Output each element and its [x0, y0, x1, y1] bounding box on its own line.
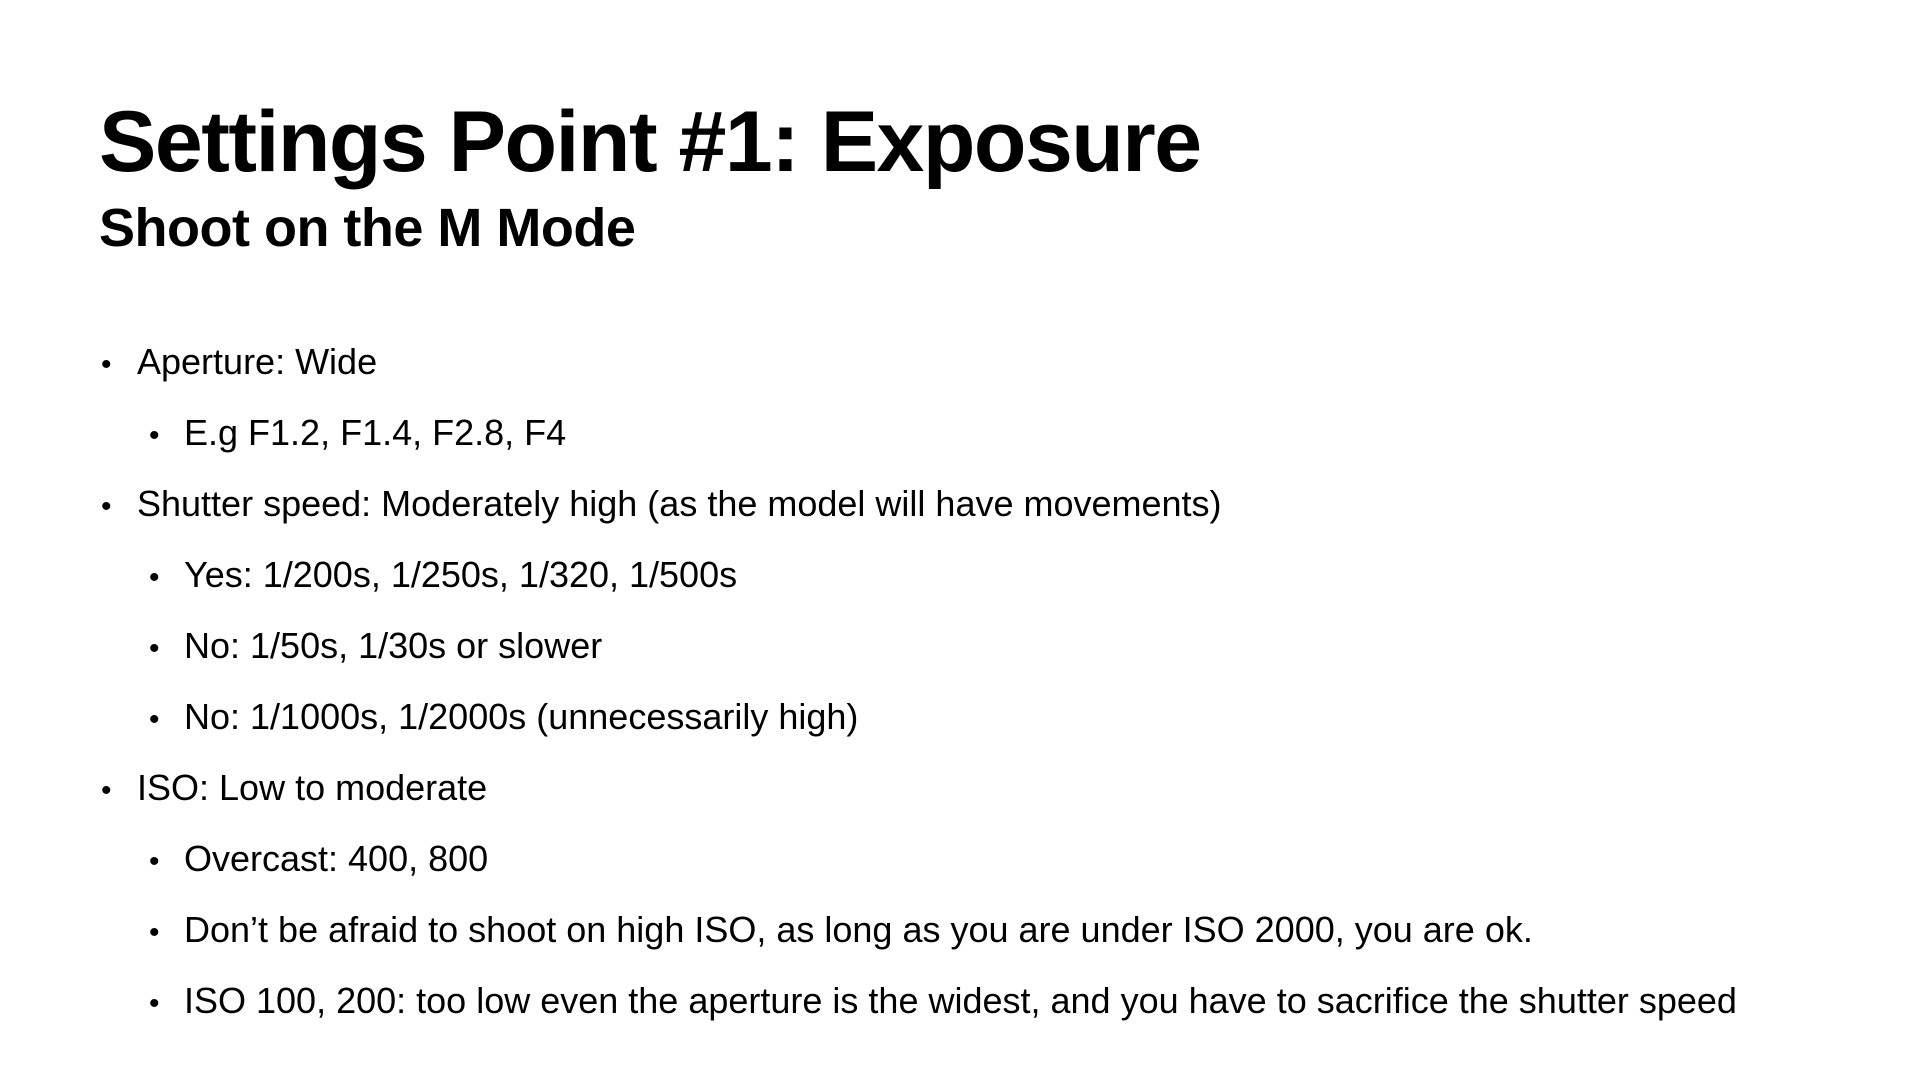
bullet-dot: • [101, 774, 112, 807]
bullet-item [149, 834, 488, 884]
bullet-dot: • [149, 632, 160, 665]
slide-subtitle: Shoot on the M Mode [99, 198, 636, 258]
bullet-item [149, 408, 566, 458]
bullet-dot: • [149, 987, 160, 1020]
bullet-text: Don’t be afraid to shoot on high ISO, as long as you are under ISO 2000, you are ok. [184, 909, 1533, 950]
slide-title: Settings Point #1: Exposure [99, 94, 1201, 190]
bullet-text: ISO 100, 200: too low even the aperture is the widest, and you have to sacrifice the shutter speed [184, 980, 1737, 1021]
bullet-text: No: 1/1000s, 1/2000s (unnecessarily high) [184, 696, 859, 737]
bullet-dot: • [149, 703, 160, 736]
bullet-item [149, 976, 1737, 1026]
bullet-dot: • [149, 419, 160, 452]
bullet-text: Aperture: Wide [137, 341, 378, 382]
bullet-item [101, 337, 377, 387]
bullet-text: Yes: 1/200s, 1/250s, 1/320, 1/500s [184, 554, 738, 595]
bullet-text: Shutter speed: Moderately high (as the model will have movements) [137, 483, 1222, 524]
bullet-item [149, 550, 737, 600]
bullet-text: ISO: Low to moderate [137, 767, 488, 808]
bullet-dot: • [101, 490, 112, 523]
bullet-item [149, 621, 602, 671]
bullet-text: Overcast: 400, 800 [184, 838, 489, 879]
bullet-item [101, 763, 487, 813]
bullet-item [101, 479, 1222, 529]
bullet-item [149, 692, 858, 742]
bullet-dot: • [149, 916, 160, 949]
bullet-dot: • [149, 561, 160, 594]
bullet-dot: • [149, 845, 160, 878]
bullet-dot: • [101, 348, 112, 381]
bullet-text: No: 1/50s, 1/30s or slower [184, 625, 603, 666]
bullet-item [149, 905, 1533, 955]
bullet-text: E.g F1.2, F1.4, F2.8, F4 [184, 412, 567, 453]
